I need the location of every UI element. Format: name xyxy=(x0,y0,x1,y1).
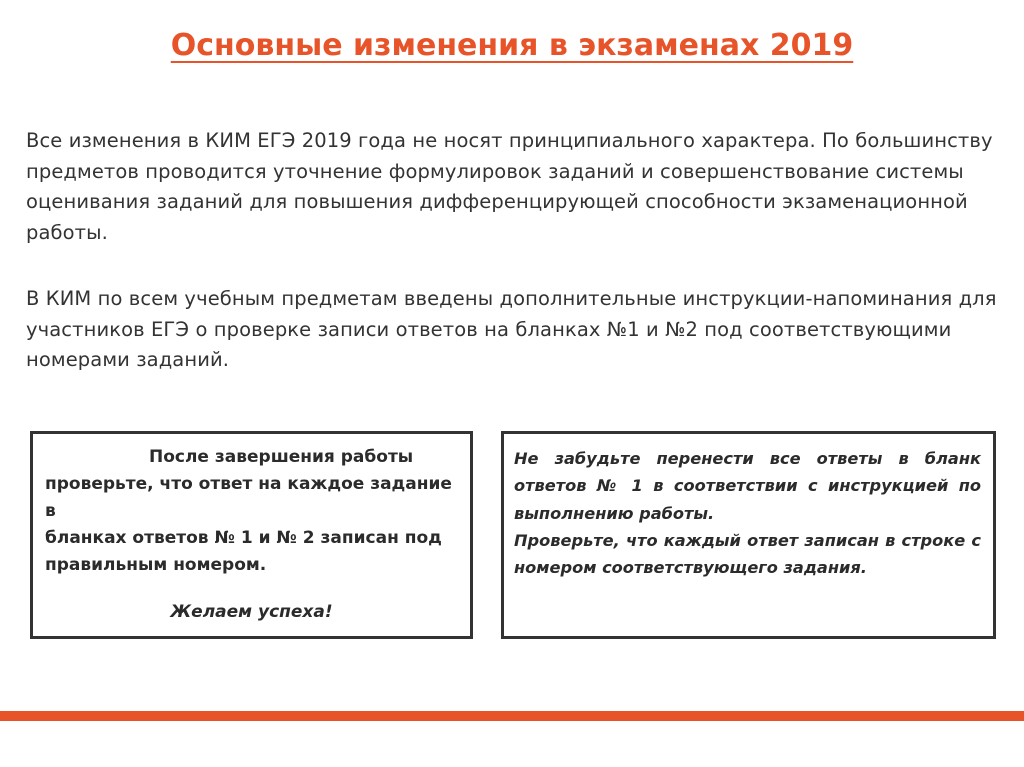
left-box-line-2: проверьте, что ответ на каждое задание в xyxy=(45,474,452,521)
slide-title-text: Основные изменения в экзаменах 2019 xyxy=(170,28,854,63)
slide-title xyxy=(0,22,1024,70)
bottom-footer xyxy=(0,721,1024,767)
good-luck-text: Желаем успеха! xyxy=(170,602,333,622)
right-box-check-text: Проверьте, что каждый ответ записан в строке с номером соответствующего задания. xyxy=(514,530,981,578)
instruction-box-left xyxy=(30,431,473,639)
bottom-accent-bar xyxy=(0,711,1024,721)
left-box-line-4: правильным номером. xyxy=(45,555,267,575)
paragraph-instructions: В КИМ по всем учебным предметам введены дополнительные инструкции-напоминания для участников ЕГЭ о проверке записи ответов на бланках №1 и №2 под соответствующими номерами заданий. xyxy=(26,287,997,371)
paragraph-changes: Все изменения в КИМ ЕГЭ 2019 года не носят принципиального характера. По большинству предметов проводится уточнение формулировок заданий и совершенствование системы оценивания заданий для повышения дифференцирующей способности экзаменационной работы. xyxy=(26,129,993,244)
right-box-transfer-text: Не забудьте перенести все ответы в бланк ответов № 1 в соответствии с инструкцией по выполнению работы. xyxy=(514,449,981,523)
instruction-box-right xyxy=(501,431,996,639)
left-box-line-1: После завершения работы xyxy=(149,447,414,467)
left-box-line-3: бланках ответов № 1 и № 2 записан под xyxy=(45,528,442,548)
